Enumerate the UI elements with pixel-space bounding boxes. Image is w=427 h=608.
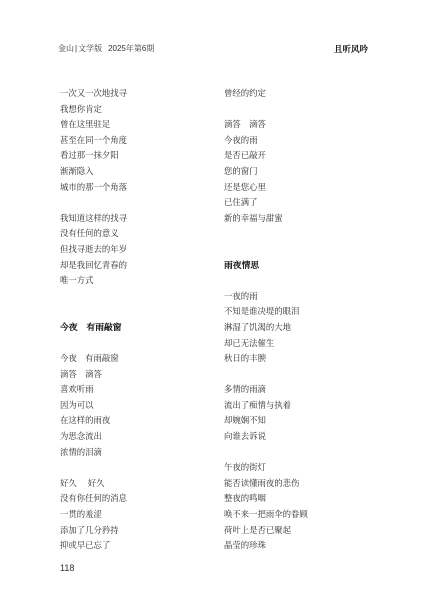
poem-line: 没有任何的意义 (60, 228, 119, 239)
poem-line: 却是我回忆青春的 (60, 259, 127, 270)
poem-line: 新的幸福与甜蜜 (224, 212, 283, 223)
poem-line: 在这样的雨夜 (60, 415, 111, 426)
poem-stanza (60, 476, 210, 554)
column-name: 且听风吟 (333, 44, 368, 54)
issue-label: 2025年第6期 (108, 44, 155, 53)
poem-stanza (224, 382, 374, 444)
running-header-left (58, 43, 154, 54)
poem-title: 今夜 有雨敲窗 (60, 321, 122, 332)
stanza-gap (224, 273, 374, 289)
stanza-gap (60, 195, 210, 211)
stanza-gap (60, 304, 210, 320)
journal-name: 金山 (58, 44, 74, 53)
poem-line: 城市的那一个角落 (60, 181, 127, 192)
poem-line: 却婉娴不知 (224, 415, 266, 426)
poem-line: 还是您心里 (224, 181, 266, 192)
poem-line: 流出了痴情与执着 (224, 399, 291, 410)
poem-line: 今夜 有雨敲窗 (60, 353, 119, 364)
poem-line: 不知是谁决堤的眼泪 (224, 306, 300, 317)
poem-line: 甚至在同一个角度 (60, 134, 127, 145)
poem-line: 曾在这里驻足 (60, 119, 111, 130)
poem-line: 荷叶上是否已聚起 (224, 524, 291, 535)
poem-line: 好久 好久 (60, 477, 105, 488)
poem-line: 午夜的街灯 (224, 462, 266, 473)
poem-line: 却已无法催生 (224, 337, 275, 348)
poem-line: 看过那一抹夕阳 (60, 150, 119, 161)
poem-stanza (60, 351, 210, 460)
poem-line: 没有你任何的消息 (60, 493, 127, 504)
poem-title: 雨夜情思 (224, 259, 260, 270)
poem-line: 为思念流出 (60, 431, 102, 442)
stanza-gap (224, 367, 374, 383)
stanza-gap (60, 460, 210, 476)
poem-stanza (224, 289, 374, 367)
poem-stanza (224, 117, 374, 226)
poem-line: 因为可以 (60, 399, 94, 410)
poem-line: 多情的雨滴 (224, 384, 266, 395)
poem-line: 渐渐隐入 (60, 165, 94, 176)
poem-line: 抑或早已忘了 (60, 540, 111, 551)
stanza-gap (224, 226, 374, 242)
stanza-gap (224, 102, 374, 118)
poem-line: 晶莹的珍珠 (224, 540, 266, 551)
poem-line: 您的窗门 (224, 165, 258, 176)
stanza-gap (60, 289, 210, 305)
poem-line: 滴答 滴答 (224, 119, 266, 130)
poem-line: 一次又一次地找寻 (60, 88, 127, 98)
poem-line: 向谁去诉说 (224, 431, 266, 442)
poem-line: 淋湿了饥渴的大地 (224, 321, 291, 332)
poem-stanza (224, 460, 374, 554)
poem-line: 我知道这样的找寻 (60, 212, 127, 223)
poem-line: 浓情的泪滴 (60, 446, 102, 457)
poem-stanza (224, 86, 374, 102)
poem-line: 今夜的雨 (224, 134, 258, 145)
poem-line: 是否已敲开 (224, 150, 266, 161)
poem-line: 一贯的羞涩 (60, 509, 102, 520)
poem-line: 唤不来一把雨伞的眷顾 (224, 509, 308, 520)
poem-line: 喜欢听雨 (60, 384, 94, 395)
poem-line: 曾经的约定 (224, 88, 266, 98)
poem-line: 一夜的雨 (224, 290, 258, 301)
right-column (224, 86, 374, 554)
poem-line: 已住满了 (224, 197, 258, 208)
poem-line: 秋日的丰腴 (224, 353, 266, 364)
page-number: 118 (60, 563, 75, 573)
poem-line: 能否读懂雨夜的悲伤 (224, 477, 300, 488)
stanza-gap (224, 445, 374, 461)
poem-line: 但找寻逝去的年岁 (60, 243, 127, 254)
stanza-gap (224, 242, 374, 258)
poem-line: 整夜的鸣咽 (224, 493, 266, 504)
poem-line: 我想你肯定 (60, 103, 102, 114)
stanza-gap (60, 336, 210, 352)
poem-stanza (60, 86, 210, 195)
poem-line: 滴答 滴答 (60, 368, 102, 379)
poem-stanza (60, 211, 210, 289)
header-separator: | (75, 44, 78, 53)
poem-line: 唯一方式 (60, 275, 94, 286)
edition-name: 文学版 (78, 44, 103, 53)
left-column (60, 86, 210, 554)
poem-line: 添加了几分矜持 (60, 524, 119, 535)
